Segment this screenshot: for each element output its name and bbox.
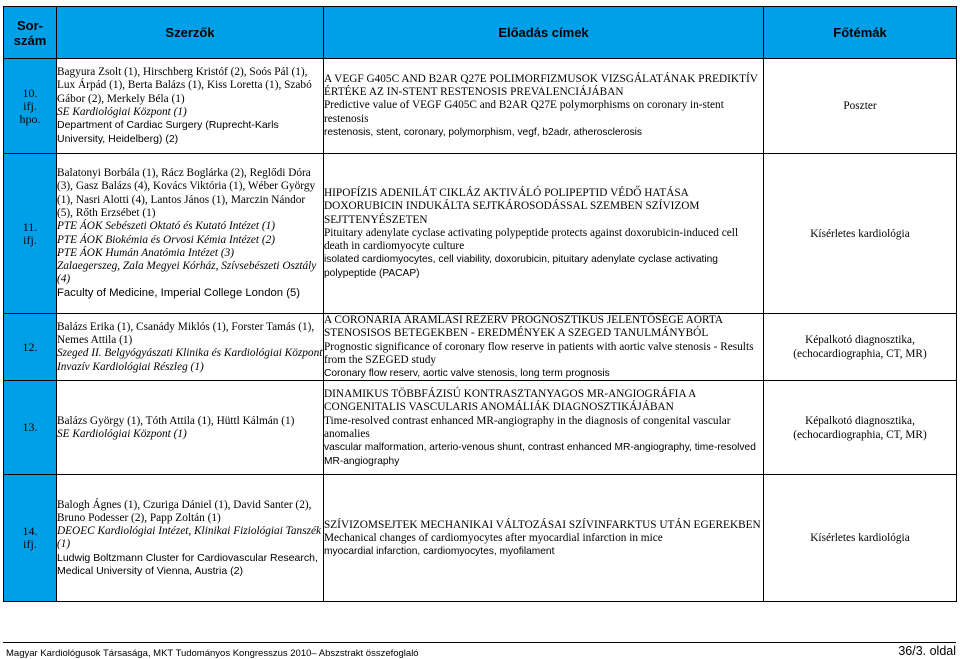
affiliation: Faculty of Medicine, Imperial College London (5) [57,286,301,299]
topic-cell: Kísérletes kardiológia [764,154,957,314]
authors-cell [57,381,324,475]
title-english: Prognostic significance of coronary flow reserve in patients with aortic valve stenosis - Results from the SZEGED study [324,340,754,366]
author-list: Balázs Erika (1), Csanády Miklós (1), Forster Tamás (1), Nemes Attila (1) [57,320,315,346]
keywords: restenosis, stent, coronary, polymorphism, vegf, b2adr, atherosclerosis [324,126,643,138]
keywords: Coronary flow reserv, aortic valve stenosis, long term prognosis [324,368,610,380]
footer-text: Magyar Kardiológusok Társasága, MKT Tudományos Kongresszus 2010– Abszstrakt összefoglaló [6,648,419,659]
row-number: 10. ifj. hpo. [4,59,57,154]
title-hungarian: A CORONARIA ÁRAMLÁSI REZERV PROGNOSZTIKUS JELENTŐSÉGE AORTA STENOSISOS BETEGEKBEN - EREDMÉNYEK A SZEGED TANULMÁNYBÓL [324,314,723,340]
keywords: myocardial infarction, cardiomyocytes, myofilament [324,546,555,558]
table-row [4,314,957,381]
topic-cell: Képalkotó diagnosztika, (echocardiographia, CT, MR) [764,314,957,381]
title-hungarian: A VEGF G405C AND B2AR Q27E POLIMORFIZMUSOK VIZSGÁLATÁNAK PREDIKTÍV ÉRTÉKE AZ IN-STENT RESTENOSIS PREVALENCIÁJÁBAN [324,72,758,99]
title-hungarian: SZÍVIZOMSEJTEK MECHANIKAI VÁLTOZÁSAI SZÍVINFARKTUS UTÁN EGEREKBEN [324,518,761,531]
title-english: Time-resolved contrast enhanced MR-angiography in the diagnosis of congenital vascular anomalies [324,414,731,440]
row-number: 13. [4,381,57,475]
header-num: Sor- szám [4,7,57,59]
title-english: Pituitary adenylate cyclase activating polypeptide protects against doxorubicin-induced cell death in cardiomyocyte culture [324,226,739,253]
header-title: Előadás címek [324,7,764,59]
topic-cell: Kísérletes kardiológia [764,475,957,602]
title-cell [324,154,764,314]
keywords: isolated cardiomyocytes, cell viability, doxorubicin, pituitary adenylate cyclase activating polypeptide (PACAP) [324,254,718,279]
title-hungarian: HIPOFÍZIS ADENILÁT CIKLÁZ AKTIVÁLÓ POLIPEPTID VÉDŐ HATÁSA DOXORUBICIN INDUKÁLTA SEJTKÁROSODÁSSAL SZEMBEN SZÍVIZOM SEJTTENYÉSZETEN [324,186,700,226]
abstract-table [3,6,957,602]
row-number: 14. ifj. [4,475,57,602]
affiliation: SE Kardiológiai Központ (1) [57,427,187,440]
row-number: 11. ifj. [4,154,57,314]
topic-cell: Képalkotó diagnosztika, (echocardiographia, CT, MR) [764,381,957,475]
affiliation: PTE ÁOK Humán Anatómia Intézet (3) [57,246,235,259]
topic-cell: Poszter [764,59,957,154]
title-hungarian: DINAMIKUS TÖBBFÁZISÚ KONTRASZTANYAGOS MR-ANGIOGRÁFIA A CONGENITALIS VASCULARIS ANOMÁLIÁK DIAGNOSZTIKÁJÁBAN [324,388,696,414]
page-footer [3,642,956,659]
table-row [4,59,957,154]
title-cell [324,59,764,154]
row-number: 12. [4,314,57,381]
affiliation: Ludwig Boltzmann Cluster for Cardiovascular Research, Medical University of Vienna, Austria (2) [57,551,318,578]
affiliation: PTE ÁOK Sebészeti Oktató és Kutató Intézet (1) [57,220,276,233]
authors-cell [57,475,324,602]
table-row [4,154,957,314]
header-authors: Szerzők [57,7,324,59]
authors-cell [57,314,324,381]
affiliation: DEOEC Kardiológiai Intézet, Klinikai Fiziológiai Tanszék (1) [57,525,322,551]
authors-cell [57,59,324,154]
page-number: 36/3. oldal [898,644,956,658]
author-list: Balatonyi Borbála (1), Rácz Boglárka (2), Reglődi Dóra (3), Gasz Balázs (4), Kovács Viktória (1), Wéber György (1), Nasri Alotti (4), Lantos János (1), Marczin Nándor (5), Rőth Erzsébet (1) [57,167,316,219]
header-topic: Főtémák [764,7,957,59]
affiliation: SE Kardiológiai Központ (1) [57,106,187,118]
author-list: Balázs György (1), Tóth Attila (1), Hüttl Kálmán (1) [57,414,295,427]
author-list: Balogh Ágnes (1), Czuriga Dániel (1), David Santer (2), Bruno Podesser (2), Papp Zoltán (1) [57,498,312,524]
title-cell [324,381,764,475]
keywords: vascular malformation, arterio-venous shunt, contrast enhanced MR-angiography, time-resolved MR-angiography [324,442,756,467]
affiliation: Szeged II. Belgyógyászati Klinika és Kardiológiai Központ Invazív Kardiológiai Részleg (1) [57,347,323,373]
title-cell [324,314,764,381]
affiliation: Department of Cardiac Surgery (Ruprecht-Karls University, Heidelberg) (2) [57,119,279,145]
title-english: Predictive value of VEGF G405C and B2AR Q27E polymorphisms on coronary in-stent restenosis [324,99,724,125]
title-cell [324,475,764,602]
affiliation: PTE ÁOK Biokémia és Orvosi Kémia Intézet (2) [57,233,276,246]
title-english: Mechanical changes of cardiomyocytes after myocardial infarction in mice [324,531,663,544]
affiliation: Zalaegerszeg, Zala Megyei Kórház, Szívsebészeti Osztály (4) [57,260,317,286]
table-row [4,381,957,475]
header-row [4,7,957,59]
authors-cell [57,154,324,314]
author-list: Bagyura Zsolt (1), Hirschberg Kristóf (2), Soós Pál (1), Lux Árpád (1), Berta Balázs (1), Kiss Loretta (1), Szabó Gábor (2), Merkely Béla (1) [57,66,312,105]
table-row [4,475,957,602]
